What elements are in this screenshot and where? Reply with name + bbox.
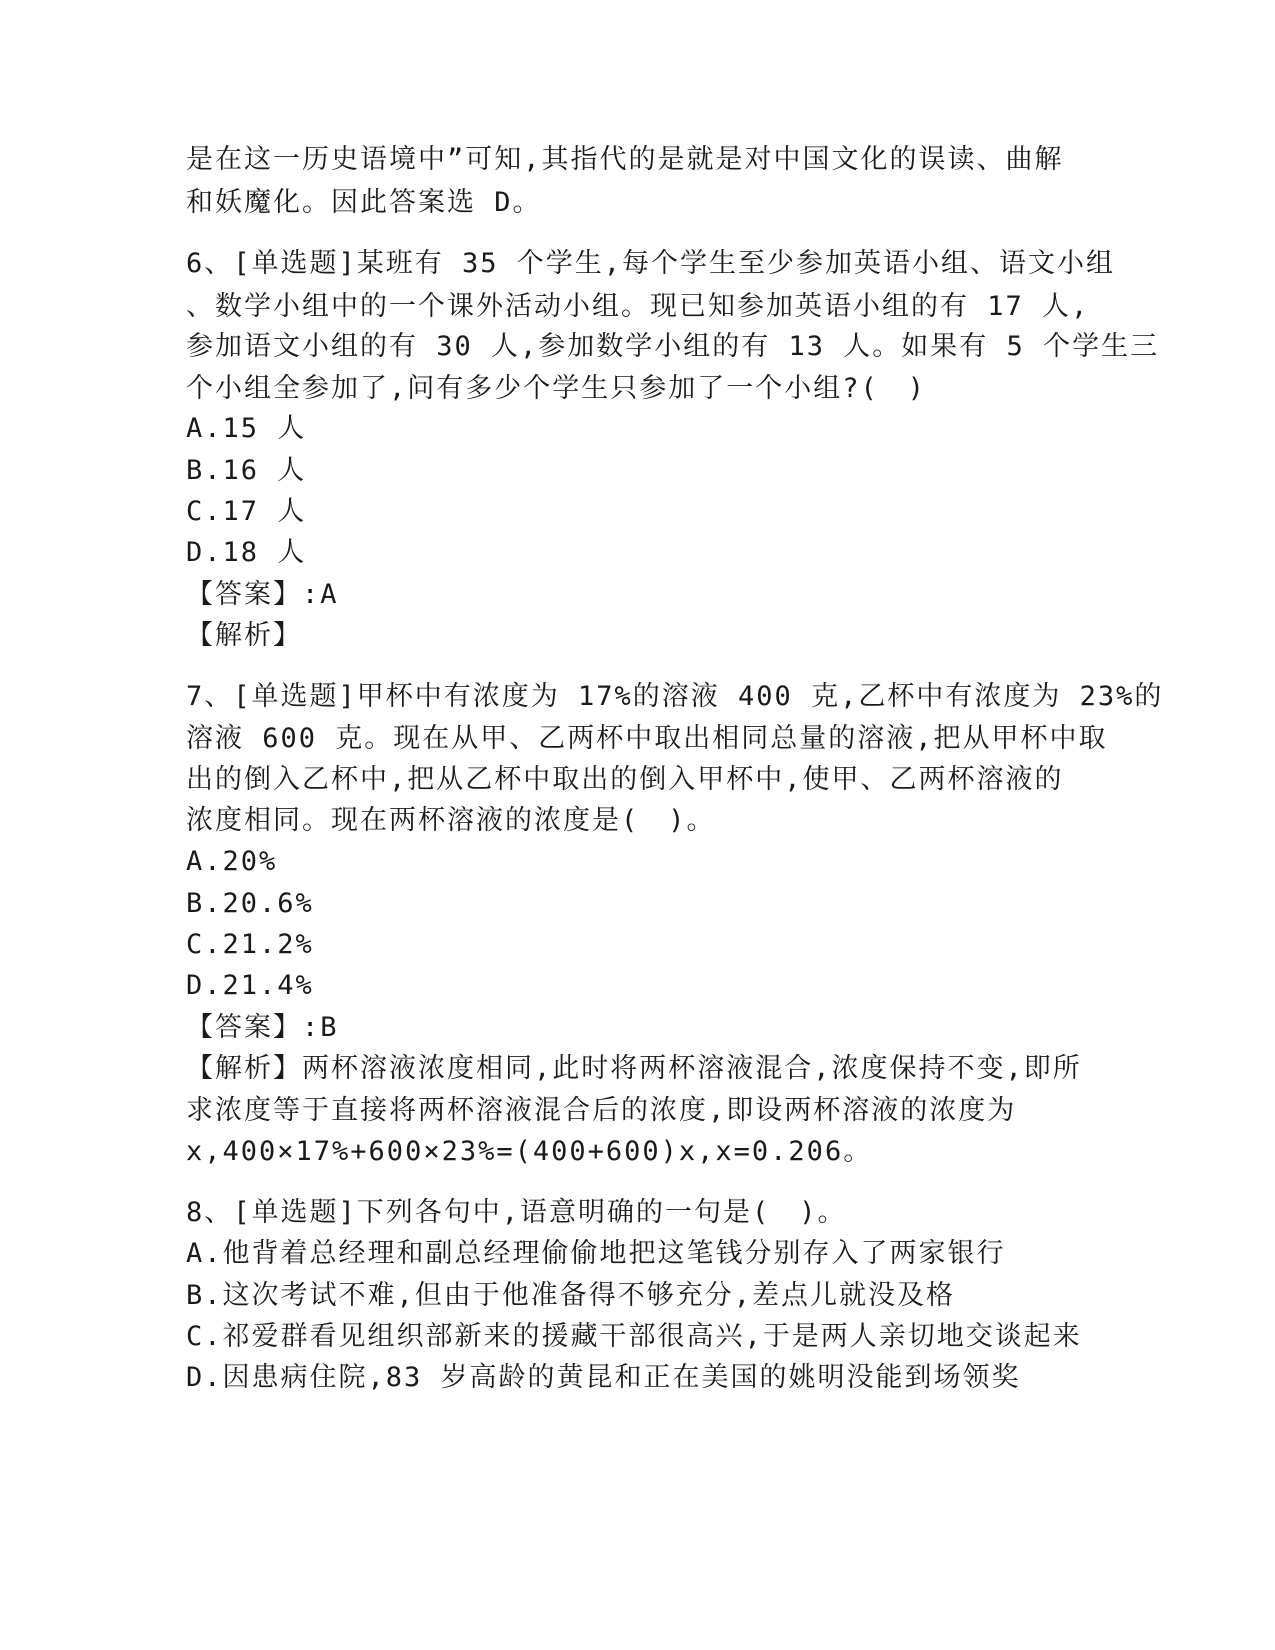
question-stem-line: 6、[单选题]某班有 35 个学生,每个学生至少参加英语小组、语文小组 <box>186 248 1116 279</box>
question-stem-line: 参加语文小组的有 30 人,参加数学小组的有 13 人。如果有 5 个学生三 <box>186 331 1160 362</box>
option-c: C.祁爱群看见组织部新来的援藏干部很高兴,于是两人亲切地交谈起来 <box>186 1321 1082 1352</box>
analysis-line: x,400×17%+600×23%=(400+600)x,x=0.206。 <box>186 1136 873 1167</box>
analysis-line: 【解析】两杯溶液浓度相同,此时将两杯溶液混合,浓度保持不变,即所 <box>186 1053 1082 1084</box>
option-a: A.他背着总经理和副总经理偷偷地把这笔钱分别存入了两家银行 <box>186 1238 1006 1269</box>
option-c: C.21.2% <box>186 929 314 960</box>
question-stem-line: 、数学小组中的一个课外活动小组。现已知参加英语小组的有 17 人, <box>186 291 1090 322</box>
question-stem-line: 个小组全参加了,问有多少个学生只参加了一个小组?( ) <box>186 373 927 404</box>
option-b: B.16 人 <box>186 455 307 486</box>
question-stem-line: 浓度相同。现在两杯溶液的浓度是( )。 <box>186 805 716 836</box>
option-c: C.17 人 <box>186 496 307 527</box>
question-stem-line: 8、[单选题]下列各句中,语意明确的一句是( )。 <box>186 1197 847 1228</box>
option-b: B.这次考试不难,但由于他准备得不够充分,差点儿就没及格 <box>186 1280 956 1311</box>
option-d: D.18 人 <box>186 537 307 568</box>
analysis-line: 【解析】 <box>186 620 302 651</box>
option-a: A.20% <box>186 846 278 877</box>
question-stem-line: 7、[单选题]甲杯中有浓度为 17%的溶液 400 克,乙杯中有浓度为 23%的 <box>186 681 1164 712</box>
option-d: D.因患病住院,83 岁高龄的黄昆和正在美国的姚明没能到场领奖 <box>186 1362 1021 1393</box>
text-line: 是在这一历史语境中”可知,其指代的是就是对中国文化的误读、曲解 <box>186 144 1064 175</box>
text-line: 和妖魔化。因此答案选 D。 <box>186 187 542 218</box>
answer-line: 【答案】:B <box>186 1012 339 1043</box>
question-stem-line: 出的倒入乙杯中,把从乙杯中取出的倒入甲杯中,使甲、乙两杯溶液的 <box>186 764 1064 795</box>
option-b: B.20.6% <box>186 888 314 919</box>
answer-line: 【答案】:A <box>186 579 339 610</box>
analysis-line: 求浓度等于直接将两杯溶液混合后的浓度,即设两杯溶液的浓度为 <box>186 1095 1017 1126</box>
option-a: A.15 人 <box>186 413 307 444</box>
option-d: D.21.4% <box>186 970 314 1001</box>
question-stem-line: 溶液 600 克。现在从甲、乙两杯中取出相同总量的溶液,把从甲杯中取 <box>186 723 1108 754</box>
